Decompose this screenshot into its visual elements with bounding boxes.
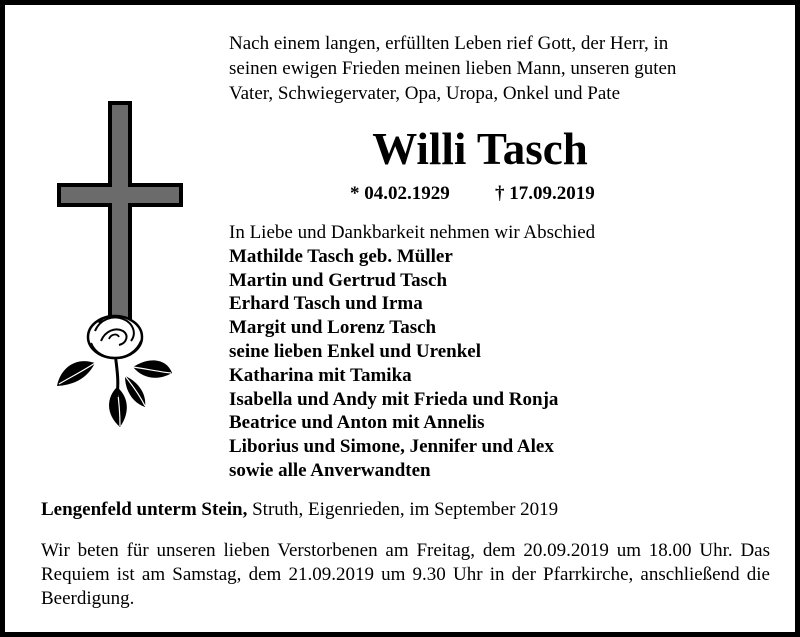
mourner-name: Beatrice und Anton mit Annelis	[229, 412, 485, 434]
place-primary: Lengenfeld unterm Stein,	[41, 499, 248, 520]
place-rest: Struth, Eigenrieden, im September 2019	[247, 499, 559, 520]
mourner-name: Mathilde Tasch geb. Müller	[229, 245, 453, 267]
mourners-list	[229, 221, 769, 483]
mourner-name: Margit und Lorenz Tasch	[229, 317, 437, 339]
intro-text	[229, 31, 749, 106]
birth-date: * 04.02.1929	[350, 183, 450, 204]
deceased-name: Willi Tasch	[372, 124, 588, 174]
intro-line: Vater, Schwiegervater, Opa, Uropa, Onkel und Pate	[229, 83, 621, 104]
mourner-name: Liborius und Simone, Jennifer und Alex	[229, 436, 554, 458]
intro-line: seinen ewigen Frieden meinen lieben Mann, unseren guten	[229, 58, 677, 79]
place-and-date	[41, 497, 761, 522]
cross-with-rose	[55, 101, 185, 436]
mourner-name: Isabella und Andy mit Frieda und Ronja	[229, 388, 559, 410]
intro-line: Nach einem langen, erfüllten Leben rief Gott, der Herr, in	[229, 33, 669, 54]
mourner-name: Martin und Gertrud Tasch	[229, 269, 448, 291]
mourner-name: Erhard Tasch und Irma	[229, 293, 423, 315]
mourner-name: seine lieben Enkel und Urenkel	[229, 340, 481, 362]
rose-icon	[57, 316, 172, 427]
mourner-name: sowie alle Anverwandten	[229, 459, 431, 481]
service-notice: Wir beten für unseren lieben Verstorbenen am Freitag, dem 20.09.2019 um 18.00 Uhr. Das Requiem ist am Samstag, dem 21.09.2019 um 9.30 Uhr in der Pfarrkirche, anschließend die Beerdigung.	[41, 540, 770, 609]
farewell-line: In Liebe und Dankbarkeit nehmen wir Abschied	[229, 222, 596, 243]
cross-icon	[55, 101, 185, 431]
mourner-name: Katharina mit Tamika	[229, 364, 412, 386]
death-date: † 17.09.2019	[495, 183, 595, 204]
